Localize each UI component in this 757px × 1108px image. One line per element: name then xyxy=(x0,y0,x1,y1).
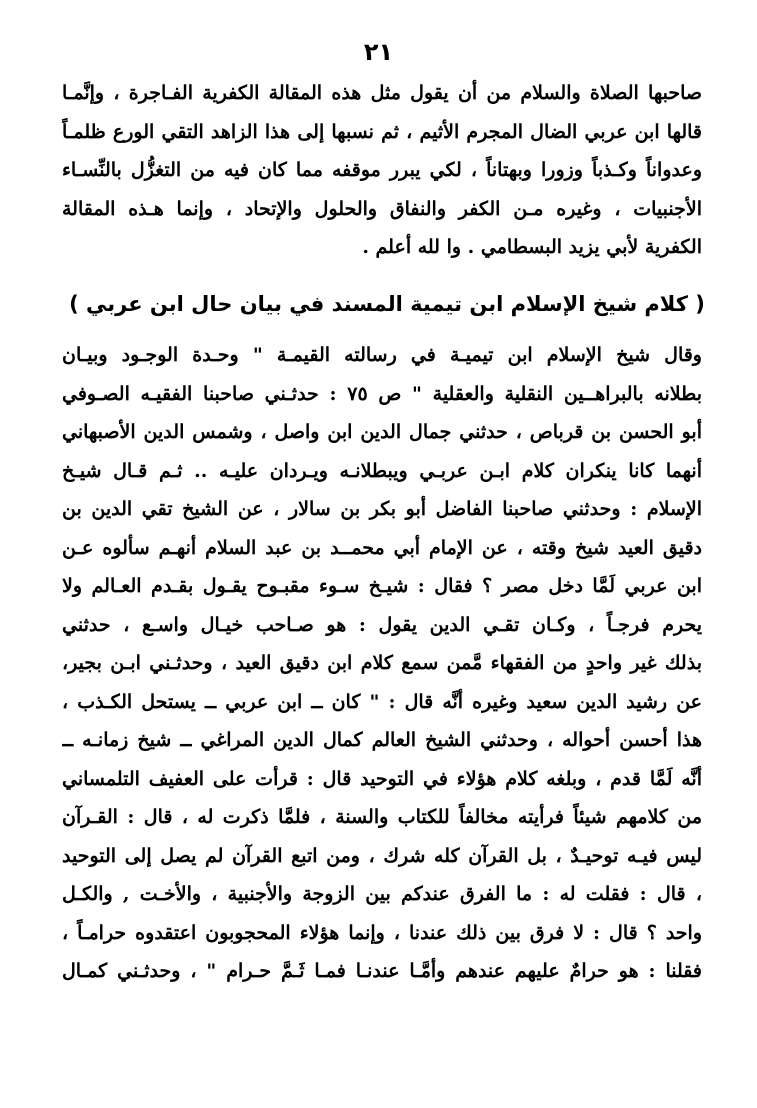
text-line: قالها ابن عربي الضال المجرم الأثيم ، ثم نسبها إلى هذا الزاهد التقي الورع ظلمـاً xyxy=(62,120,702,143)
text-line: من كلامهم شيئاً فرأيته مخالفاً للكتاب والسنة ، فلمَّا ذكرت له ، قال : القـرآن xyxy=(62,806,702,828)
paragraph-1 xyxy=(62,74,702,267)
text-line: أبو الحسن بن قرباص ، حدثني جمال الدين ابن واصل ، وشمس الدين الأصبهاني xyxy=(62,421,702,443)
text-line: فقلنا : هو حرامٌ عليهم عندهم وأمَّـا عندنـا فمـا ثَـمَّ حـرام " ، وحدثـني كمـال xyxy=(62,960,702,982)
text-line: وقال شيخ الإسلام ابن تيميـة في رسالته القيمـة " وحـدة الوجـود وبيـان xyxy=(62,344,702,366)
section-heading: ( كلام شيخ الإسلام ابن تيمية المسند في بيان حال ابن عربي ) xyxy=(69,292,705,316)
text-line: صاحبها الصلاة والسلام من أن يقول مثل هذه المقالة الكفرية الفـاجرة ، وإنَّمـا xyxy=(62,82,702,104)
text-line: ليس فيـه توحيـدٌ ، بل القرآن كله شرك ، ومن اتبع القرآن لم يصل إلى التوحيد xyxy=(62,844,702,867)
text-line: ابن عربي لَمَّا دخل مصر ؟ فقال : شيـخ سـوء مقبـوح يقـول بقـدم العـالم ولا xyxy=(62,575,702,597)
paragraph-2 xyxy=(62,336,702,991)
text-line: دقيق العيد شيخ وقته ، عن الإمام أبي محمــد بن عبد السلام أنهـم سألوه عـن xyxy=(62,536,702,559)
text-line: بطلانه بالبراهــين النقلية والعقلية " ص ٧٥ : حدثـني صاحبنا الفقيـه الصـوفي xyxy=(62,382,702,405)
text-line: وعدواناً وكـذباً وزورا وبهتاناً ، لكي يبرر موقفه مما كان فيه من التغزُّل بالنِّسـاء xyxy=(62,159,702,181)
text-line: هذا أحسن أحواله ، وحدثني الشيخ العالم كمال الدين المراغي ــ شيخ زمانـه ــ xyxy=(62,729,702,751)
text-line: عن رشيد الدين سعيد وغيره أنَّه قال : " كان ــ ابن عربي ــ يستحل الكـذب ، xyxy=(62,690,702,713)
text-line: الأجنبيات ، وغيره مـن الكفر والنفاق والحلول والإتحاد ، وإنما هـذه المقالة xyxy=(62,197,702,220)
text-line: بذلك غير واحدٍ من الفقهاء مَّمن سمع كلام ابن دقيق العيد ، وحدثـني ابـن بجير، xyxy=(62,652,702,674)
text-line: الكفرية لأبي يزيد البسطامي . وا لله أعلم . xyxy=(362,236,702,258)
text-line: أنَّه لَمَّا قدم ، وبلغه كلام هؤلاء في التوحيد قال : قرأت على العفيف التلمساني xyxy=(62,767,702,790)
text-line: الإسلام : وحدثني صاحبنا الفاضل أبو بكر بن سالار ، عن الشيخ تقي الدين بن xyxy=(62,498,702,520)
text-line: ، قال : فقلت له : ما الفرق عندكم بين الزوجة والأجنبية ، والأخـت , والكـل xyxy=(62,883,702,905)
text-line: يحرم فرجـاً ، وكـان تقـي الدين يقول : هو صـاحب خيـال واسـع ، حدثني xyxy=(62,613,702,636)
text-line: واحد ؟ قال : لا فرق بين ذلك عندنا ، وإنما هؤلاء المحجوبون اعتقدوه حرامـاً ، xyxy=(62,921,702,944)
page-number: ٢١ xyxy=(363,38,394,66)
text-line: أنهما كانا ينكران كلام ابـن عربـي ويبطلانـه ويـردان عليـه .. ثـم قـال شيـخ xyxy=(62,459,702,482)
